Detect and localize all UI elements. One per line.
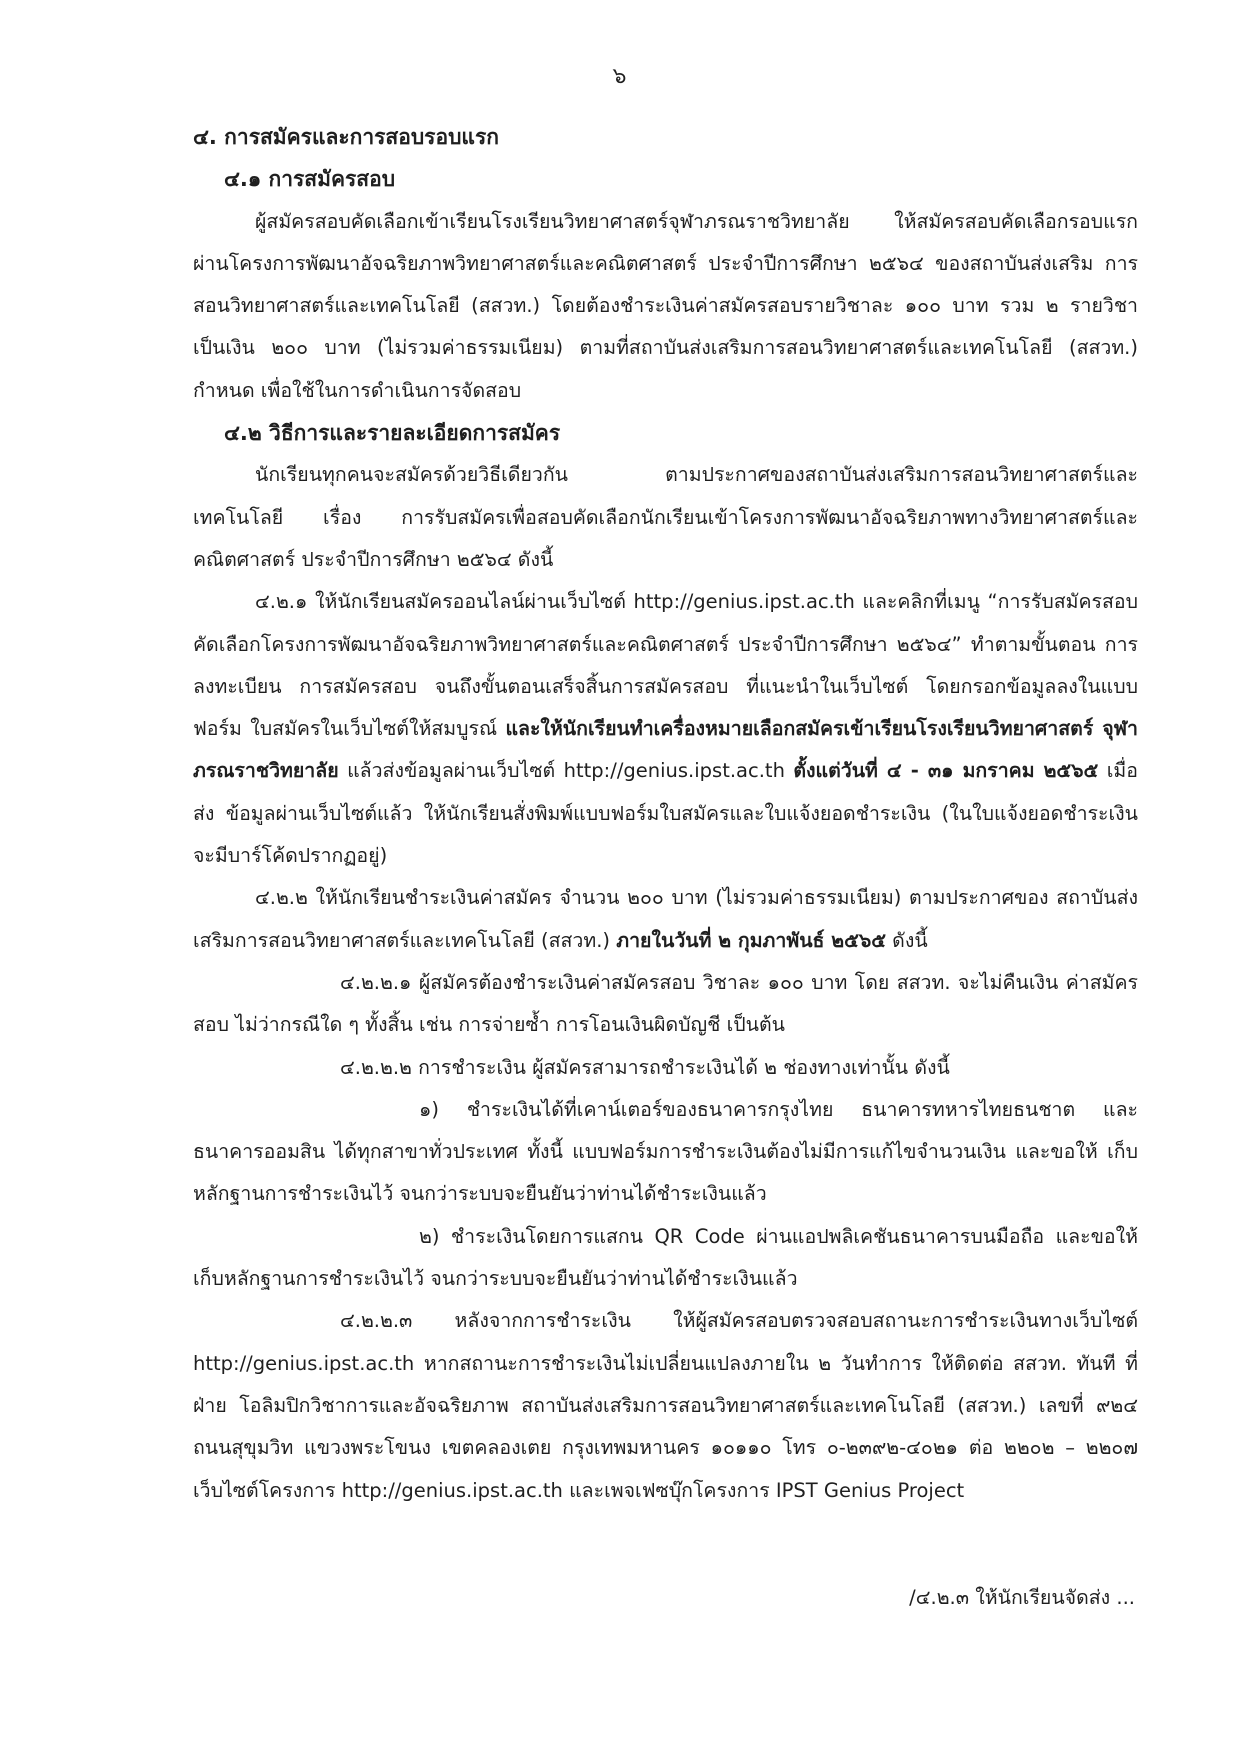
- document-body: [193, 116, 1138, 1512]
- section-4-2-1-bold-instruction: และให้นักเรียนทำเครื่องหมายเลือกสมัครเข้าเรียนโรงเรียนวิทยาศาสตร์ จุฬาภรณราชวิทยาลัย: [193, 717, 1138, 783]
- section-4-2-heading: ๔.๒ วิธีการและรายละเอียดการสมัคร: [224, 421, 561, 446]
- section-4-2-2-3-paragraph: ๔.๒.๒.๓ หลังจากการชำระเงิน ให้ผู้สมัครสอบตรวจสอบสถานะการชำระเงินทางเว็บไซต์ http://genius.ipst.ac.th หากสถานะการชำระเงินไม่เปลี่ยนแปลงภายใน ๒ วันทำการ ให้ติดต่อ สสวท. ทันที ที่ฝ่าย โอลิมปิกวิชาการและอัจฉริยภาพ สถาบันส่งเสริมการสอนวิทยาศาสตร์และเทคโนโลยี (สสวท.) เลขที่ ๙๒๔ ถนนสุขุมวิท แขวงพระโขนง เขตคลองเตย กรุงเทพมหานคร ๑๐๑๑๐ โทร ๐-๒๓๙๒-๔๐๒๑ ต่อ ๒๒๐๒ – ๒๒๐๗ เว็บไซต์โครงการ http://genius.ipst.ac.th และเพจเฟซบุ๊กโครงการ IPST Genius Project: [193, 1309, 1138, 1502]
- section-4-2-1-text-c: แล้วส่งข้อมูลผ่านเว็บไซต์ http://genius.ipst.ac.th: [338, 759, 794, 783]
- section-4-heading: ๔. การสมัครและการสอบรอบแรก: [193, 125, 499, 149]
- section-4-2-intro: นักเรียนทุกคนจะสมัครด้วยวิธีเดียวกัน ตามประกาศของสถาบันส่งเสริมการสอนวิทยาศาสตร์และ เทคโนโลยี เรื่อง การรับสมัครเพื่อสอบคัดเลือกนักเรียนเข้าโครงการพัฒนาอัจฉริยภาพทางวิทยาศาสตร์และ คณิตศาสตร์ ประจำปีการศึกษา ๒๕๖๔ ดังนี้: [193, 463, 1138, 571]
- section-4-1-paragraph: ผู้สมัครสอบคัดเลือกเข้าเรียนโรงเรียนวิทยาศาสตร์จุฬาภรณราชวิทยาลัย ให้สมัครสอบคัดเลือกรอบแรก ผ่านโครงการพัฒนาอัจฉริยภาพวิทยาศาสตร์และคณิตศาสตร์ ประจำปีการศึกษา ๒๕๖๔ ของสถาบันส่งเสริม การสอนวิทยาศาสตร์และเทคโนโลยี (สสวท.) โดยต้องชำระเงินค่าสมัครสอบรายวิชาละ ๑๐๐ บาท รวม ๒ รายวิชา เป็นเงิน ๒๐๐ บาท (ไม่รวมค่าธรรมเนียม) ตามที่สถาบันส่งเสริมการสอนวิทยาศาสตร์และเทคโนโลยี (สสวท.) กำหนด เพื่อใช้ในการดำเนินการจัดสอบ: [193, 209, 1138, 402]
- payment-option-1: ๑) ชำระเงินได้ที่เคาน์เตอร์ของธนาคารกรุงไทย ธนาคารทหารไทยธนชาต และ ธนาคารออมสิน ได้ทุกสาขาทั่วประเทศ ทั้งนี้ แบบฟอร์มการชำระเงินต้องไม่มีการแก้ไขจำนวนเงิน และขอให้ เก็บหลักฐานการชำระเงินไว้ จนกว่าระบบจะยืนยันว่าท่านได้ชำระเงินแล้ว: [193, 1097, 1138, 1206]
- section-4-2-2-1-paragraph: ๔.๒.๒.๑ ผู้สมัครต้องชำระเงินค่าสมัครสอบ วิชาละ ๑๐๐ บาท โดย สสวท. จะไม่คืนเงิน ค่าสมัครสอบ ไม่ว่ากรณีใด ๆ ทั้งสิ้น เช่น การจ่ายซ้ำ การโอนเงินผิดบัญชี เป็นต้น: [193, 970, 1138, 1037]
- section-4-2-2-text-a: ๔.๒.๒ ให้นักเรียนชำระเงินค่าสมัคร จำนวน ๒๐๐ บาท (ไม่รวมค่าธรรมเนียม) ตามประกาศของ สถาบันส่งเสริมการสอนวิทยาศาสตร์และเทคโนโลยี (สสวท.): [193, 886, 1138, 952]
- payment-option-2: ๒) ชำระเงินโดยการแสกน QR Code ผ่านแอปพลิเคชันธนาคารบนมือถือ และขอให้ เก็บหลักฐานการชำระเงินไว้ จนกว่าระบบจะยืนยันว่าท่านได้ชำระเงินแล้ว: [193, 1224, 1138, 1291]
- section-4-2-2-text-c: ดังนี้: [885, 928, 928, 952]
- section-4-2-1-bold-dates: ตั้งแต่วันที่ ๔ - ๓๑ มกราคม ๒๕๖๕: [793, 759, 1099, 783]
- section-4-2-2-bold-deadline: ภายในวันที่ ๒ กุมภาพันธ์ ๒๕๖๕: [616, 928, 886, 952]
- section-4-2-1-text-e: เมื่อส่ง ข้อมูลผ่านเว็บไซต์แล้ว ให้นักเรียนสั่งพิมพ์แบบฟอร์มใบสมัครและใบแจ้งยอดชำระเงิน (ในใบแจ้งยอดชำระเงิน จะมีบาร์โค้ดปรากฏอยู่): [193, 759, 1138, 868]
- page-number: ๖: [612, 64, 627, 89]
- section-4-2-2-2-paragraph: ๔.๒.๒.๒ การชำระเงิน ผู้สมัครสามารถชำระเงินได้ ๒ ช่องทางเท่านั้น ดังนี้: [340, 1055, 950, 1079]
- section-4-2-1-text-a: ๔.๒.๑ ให้นักเรียนสมัครออนไลน์ผ่านเว็บไซต์ http://genius.ipst.ac.th และคลิกที่เมนู “การรับสมัครสอบ คัดเลือกโครงการพัฒนาอัจฉริยภาพวิทยาศาสตร์และคณิตศาสตร์ ประจำปีการศึกษา ๒๕๖๔” ทำตามขั้นตอน การลงทะเบียน การสมัครสอบ จนถึงขั้นตอนเสร็จสิ้นการสมัครสอบ ที่แนะนำในเว็บไซต์ โดยกรอกข้อมูลลงในแบบฟอร์ม ใบสมัครในเว็บไซต์ให้สมบูรณ์: [193, 590, 1138, 741]
- section-4-2-1-paragraph: [193, 581, 1138, 877]
- section-4-1-heading: ๔.๑ การสมัครสอบ: [224, 167, 396, 192]
- section-4-2-2-paragraph: [193, 877, 1138, 962]
- continuation-reference: /๔.๒.๓ ให้นักเรียนจัดส่ง ...: [909, 1586, 1135, 1609]
